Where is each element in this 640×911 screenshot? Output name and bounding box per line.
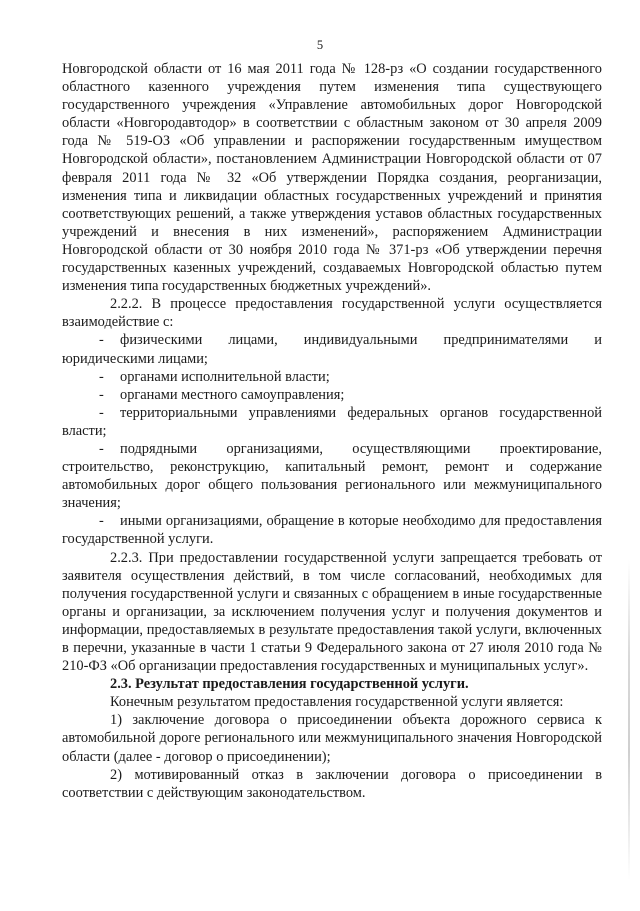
list-dash: - <box>99 440 104 457</box>
section-2-2-3-paragraph: 2.2.3. При предоставлении государственной услуги запрещается требовать от заявителя осуществления действий, в том числе согласований, необходимых для получения государственной услуги и связанных с обращением в иные государственные органы и организации, за исключением получения услуг и получения документов и информации, предоставляемых в результате предоставления такой услуги, включенных в перечни, указанные в части 1 статьи 9 Федерального закона от 27 июля 2010 года № 210-ФЗ «Об организации предоставления государственных и муниципальных услуг». <box>62 549 602 675</box>
list-dash: - <box>99 332 104 349</box>
document-body <box>62 60 602 802</box>
section-2-2-2-paragraph: 2.2.2. В процессе предоставления государственной услуги осуществляется взаимодействие с: <box>62 296 602 331</box>
list-item-text: иными организациями, обращение в которые необходимо для предоставления государственной услуги. <box>62 513 602 548</box>
page-number: 5 <box>316 38 324 52</box>
result-item-1: 1) заключение договора о присоединении объекта дорожного сервиса к автомобильной дороге регионального или межмуниципального значения Новгородской области (далее - договор о присоединении); <box>62 712 602 765</box>
list-item-text: органами исполнительной власти; <box>120 368 330 385</box>
list-item-text: физическими лицами, индивидуальными предпринимателями и юридическими лицами; <box>62 332 602 367</box>
list-dash: - <box>99 386 104 403</box>
intro-paragraph: Новгородской области от 16 мая 2011 года № 128-рз «О создании государственного областного казенного учреждения путем изменения типа существующего государственного учреждения «Управление автомобильных дорог Новгородской области «Новгородавтодор» в соответствии с областным законом от 30 апреля 2009 года № 519-ОЗ «Об управлении и распоряжении государственным имуществом Новгородской области», постановлением Администрации Новгородской области от 07 февраля 2011 года № 32 «Об утверждении Порядка создания, реорганизации, изменения типа и ликвидации областных государственных учреждений и принятия соответствующих решений, а также утверждения уставов областных государственных учреждений и внесения в них изменений», распоряжением Администрации Новгородской области от 30 ноября 2010 года № 371-рз «Об утверждении перечня государственных казенных учреждений, создаваемых Новгородской областью путем изменения типа государственных бюджетных учреждений». <box>62 61 602 295</box>
scan-edge-mark <box>628 560 630 880</box>
interaction-list <box>62 331 602 548</box>
result-intro-paragraph: Конечным результатом предоставления государственной услуги является: <box>110 694 564 711</box>
list-dash: - <box>99 404 104 421</box>
list-dash: - <box>99 368 104 385</box>
list-item-text: подрядными организациями, осуществляющими проектирование, строительство, реконструкцию, капитальный ремонт, ремонт и содержание автомобильных дорог общего пользования регионального или межмуниципального значения; <box>62 440 602 512</box>
list-item <box>62 404 602 440</box>
result-item-2: 2) мотивированный отказ в заключении договора о присоединении в соответствии с действующим законодательством. <box>62 766 602 801</box>
section-2-3-heading: 2.3. Результат предоставления государственной услуги. <box>110 676 469 693</box>
list-item-text: органами местного самоуправления; <box>120 386 345 403</box>
list-item-text: территориальными управлениями федеральных органов государственной власти; <box>62 404 602 439</box>
list-item <box>62 368 602 386</box>
list-item <box>62 512 602 548</box>
list-item <box>62 440 602 512</box>
list-item <box>62 386 602 404</box>
list-dash: - <box>99 513 104 530</box>
list-item <box>62 331 602 367</box>
